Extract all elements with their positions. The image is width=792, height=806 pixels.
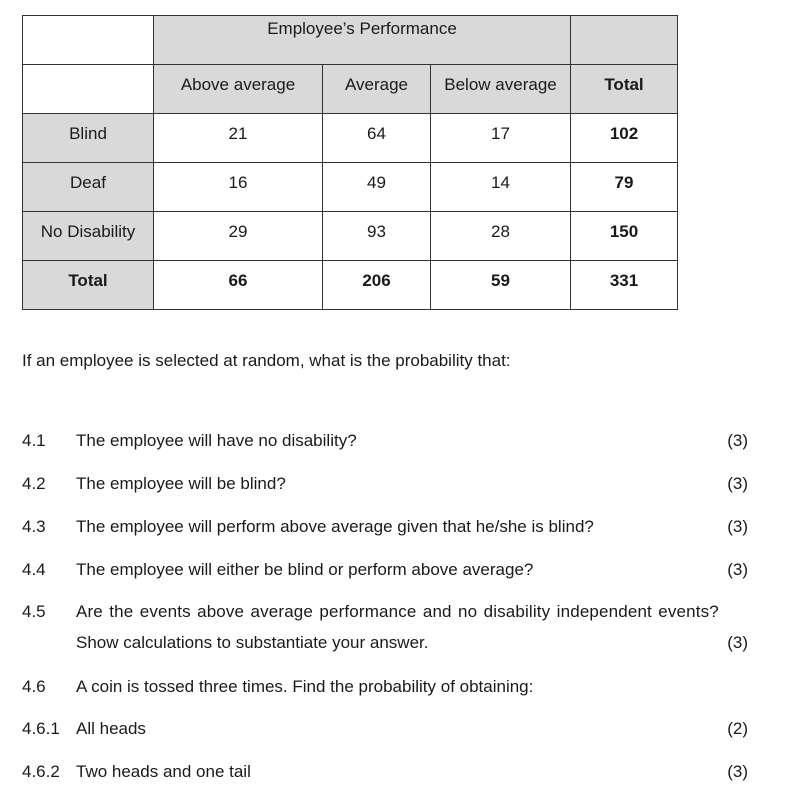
- question-marks: (3): [727, 517, 748, 536]
- row-total-no-disability: 150: [571, 212, 678, 261]
- table-row-total: [23, 261, 678, 310]
- question-text: Are the events above average performance and no disability independent events?: [76, 602, 719, 621]
- col-header-average: Average: [323, 65, 431, 114]
- question-number: 4.6.2: [22, 762, 60, 781]
- table-row-blind: [23, 114, 678, 163]
- question-marks: (3): [727, 633, 748, 652]
- column-total: 206: [323, 261, 431, 310]
- col-header-total: Total: [571, 65, 678, 114]
- table-cell: 21: [154, 114, 323, 163]
- question-number: 4.2: [22, 474, 46, 493]
- column-total: 66: [154, 261, 323, 310]
- table-cell: 16: [154, 163, 323, 212]
- table-cell: 28: [431, 212, 571, 261]
- empty-corner-cell: [23, 16, 154, 65]
- question-number: 4.1: [22, 431, 46, 450]
- row-label-total: Total: [23, 261, 154, 310]
- row-label-no-disability: No Disability: [23, 212, 154, 261]
- row-total-deaf: 79: [571, 163, 678, 212]
- question-number: 4.6.1: [22, 719, 60, 738]
- question-text: A coin is tossed three times. Find the probability of obtaining:: [76, 677, 534, 696]
- table-cell: 17: [431, 114, 571, 163]
- table-cell: 49: [323, 163, 431, 212]
- row-total-blind: 102: [571, 114, 678, 163]
- table-row-deaf: [23, 163, 678, 212]
- empty-row-header-cell: [23, 65, 154, 114]
- question-marks: (2): [727, 719, 748, 738]
- question-text: The employee will have no disability?: [76, 431, 357, 450]
- column-total: 59: [431, 261, 571, 310]
- table-cell: 93: [323, 212, 431, 261]
- table-title: Employee’s Performance: [154, 16, 571, 65]
- question-text: The employee will be blind?: [76, 474, 286, 493]
- table-cell: 64: [323, 114, 431, 163]
- col-header-above-average: Above average: [154, 65, 323, 114]
- question-number: 4.3: [22, 517, 46, 536]
- question-number: 4.5: [22, 602, 46, 621]
- question-marks: (3): [727, 560, 748, 579]
- question-number: 4.4: [22, 560, 46, 579]
- grand-total: 331: [571, 261, 678, 310]
- row-label-blind: Blind: [23, 114, 154, 163]
- question-marks: (3): [727, 762, 748, 781]
- question-text: The employee will either be blind or perform above average?: [76, 560, 534, 579]
- col-header-below-average: Below average: [431, 65, 571, 114]
- table-cell: 29: [154, 212, 323, 261]
- table-header-row: [23, 65, 678, 114]
- row-label-deaf: Deaf: [23, 163, 154, 212]
- question-text: Two heads and one tail: [76, 762, 251, 781]
- table-cell: 14: [431, 163, 571, 212]
- performance-table: [22, 15, 678, 310]
- question-text: The employee will perform above average given that he/she is blind?: [76, 517, 594, 536]
- question-text-line-2: Show calculations to substantiate your answer.: [76, 633, 429, 652]
- question-text: All heads: [76, 719, 146, 738]
- question-intro: If an employee is selected at random, what is the probability that:: [22, 351, 511, 370]
- question-marks: (3): [727, 431, 748, 450]
- table-row-no-disability: [23, 212, 678, 261]
- table-title-row: [23, 16, 678, 65]
- question-number: 4.6: [22, 677, 46, 696]
- question-marks: (3): [727, 474, 748, 493]
- empty-total-header-cell: [571, 16, 678, 65]
